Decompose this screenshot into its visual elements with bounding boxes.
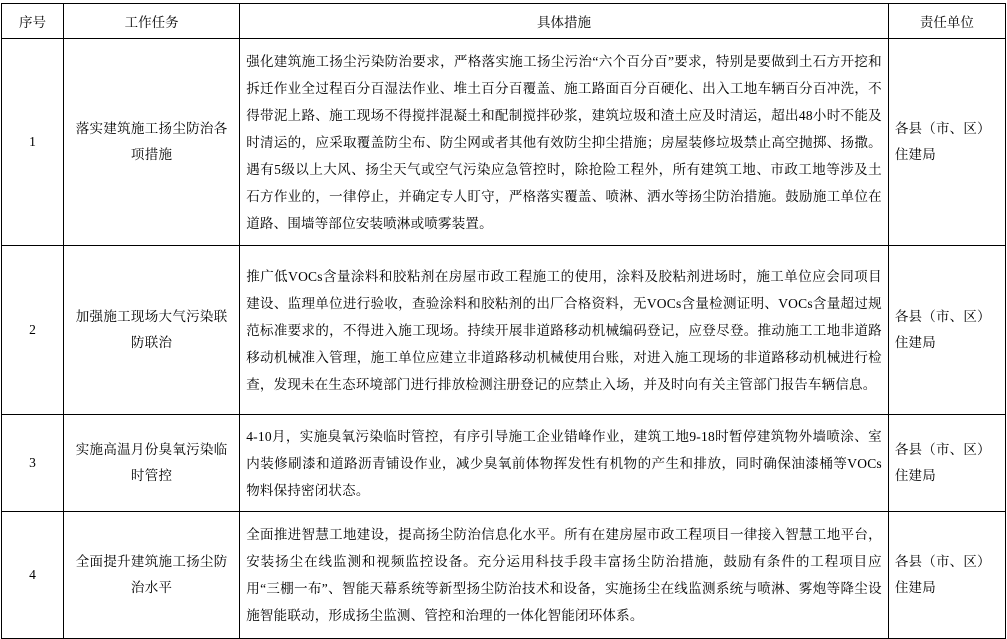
row-task: 落实建筑施工扬尘防治各项措施 — [64, 39, 240, 246]
row-number: 4 — [2, 512, 64, 639]
table-body — [2, 39, 1006, 639]
row-detail: 4-10月，实施臭氧污染临时管控，有序引导施工企业错峰作业，建筑工地9-18时暂停建筑物外墙喷涂、室内装修刷漆和道路沥青铺设作业，减少臭氧前体物挥发性有机物的产生和排放，同时确保油漆桶等VOCs物料保持密闭状态。 — [240, 415, 889, 512]
measures-table — [1, 3, 1006, 639]
table-row — [2, 246, 1006, 415]
row-unit: 各县（市、区）住建局 — [888, 512, 1005, 639]
row-unit: 各县（市、区）住建局 — [888, 39, 1005, 246]
row-task: 实施高温月份臭氧污染临时管控 — [64, 415, 240, 512]
table-row — [2, 512, 1006, 639]
document-page — [0, 3, 1007, 623]
row-detail: 推广低VOCs含量涂料和胶粘剂在房屋市政工程施工的使用，涂料及胶粘剂进场时，施工单位应会同项目建设、监理单位进行验收，查验涂料和胶粘剂的出厂合格资料，无VOCs含量检测证明、VOCs含量超过规范标准要求的，不得进入施工现场。持续开展非道路移动机械编码登记，应登尽登。推动施工工地非道路移动机械准入管理，施工单位应建立非道路移动机械使用台账，对进入施工现场的非道路移动机械进行检查，发现未在生态环境部门进行排放检测注册登记的应禁止入场，并及时向有关主管部门报告车辆信息。 — [240, 246, 889, 415]
column-header-no: 序号 — [2, 4, 64, 39]
row-unit: 各县（市、区）住建局 — [888, 415, 1005, 512]
row-number: 3 — [2, 415, 64, 512]
table-header — [2, 4, 1006, 39]
row-number: 1 — [2, 39, 64, 246]
column-header-task: 工作任务 — [64, 4, 240, 39]
column-header-detail: 具体措施 — [240, 4, 889, 39]
table-row — [2, 39, 1006, 246]
row-task: 全面提升建筑施工扬尘防治水平 — [64, 512, 240, 639]
table-row — [2, 415, 1006, 512]
row-detail: 强化建筑施工扬尘污染防治要求，严格落实施工扬尘污治“六个百分百”要求，特别是要做到土石方开挖和拆迁作业全过程百分百湿法作业、堆土百分百覆盖、施工路面百分百硬化、出入工地车辆百分百冲洗，不得带泥上路、施工现场不得搅拌混凝土和配制搅拌砂浆，建筑垃圾和渣土应及时清运，超出48小时不能及时清运的，应采取覆盖防尘布、防尘网或者其他有效防尘抑尘措施；房屋装修垃圾禁止高空抛掷、扬撒。遇有5级以上大风、扬尘天气或空气污染应急管控时，除抢险工程外，所有建筑工地、市政工地等涉及土石方作业的，一律停止，并确定专人盯守，严格落实覆盖、喷淋、洒水等扬尘防治措施。鼓励施工单位在道路、围墙等部位安装喷淋或喷雾装置。 — [240, 39, 889, 246]
row-task: 加强施工现场大气污染联防联治 — [64, 246, 240, 415]
row-number: 2 — [2, 246, 64, 415]
row-unit: 各县（市、区）住建局 — [888, 246, 1005, 415]
table-header-row — [2, 4, 1006, 39]
row-detail: 全面推进智慧工地建设，提高扬尘防治信息化水平。所有在建房屋市政工程项目一律接入智慧工地平台，安装扬尘在线监测和视频监控设备。充分运用科技手段丰富扬尘防治措施，鼓励有条件的工程项目应用“三棚一布”、智能天幕系统等新型扬尘防治技术和设备，实施扬尘在线监测系统与喷淋、雾炮等降尘设施智能联动，形成扬尘监测、管控和治理的一体化智能闭环体系。 — [240, 512, 889, 639]
column-header-unit: 责任单位 — [888, 4, 1005, 39]
